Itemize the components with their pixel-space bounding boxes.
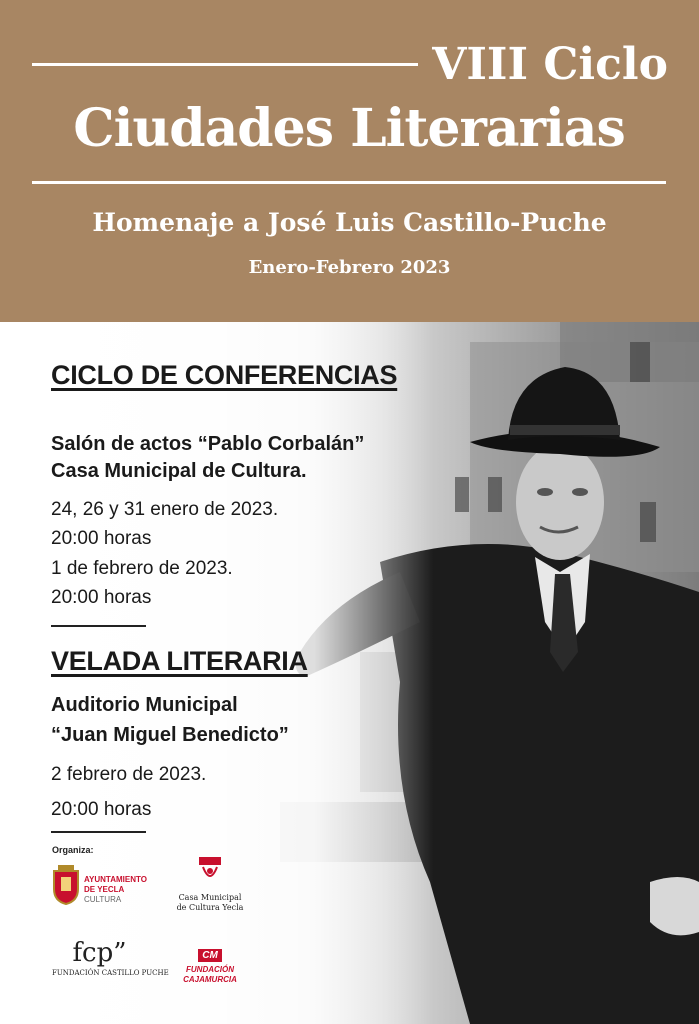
poster-dates: Enero-Febrero 2023 [248, 257, 451, 278]
cajamurcia-line1: FUNDACIÓN [186, 965, 234, 974]
conferencias-venue-line2: Casa Municipal de Cultura. [51, 460, 307, 482]
casa-cultura-icon [197, 855, 223, 887]
fcp-name: FUNDACIÓN CASTILLO PUCHE [52, 969, 169, 977]
casa-cultura-logo [175, 855, 245, 913]
header-rule-bottom [32, 181, 666, 184]
cajamurcia-mark: CM [198, 949, 222, 962]
fundacion-cajamurcia-logo [175, 945, 245, 985]
section-divider [51, 625, 146, 627]
conferencias-heading: CICLO DE CONFERENCIAS [51, 360, 398, 390]
conferencias-time2: 20:00 horas [51, 587, 152, 608]
ayuntamiento-line3: CULTURA [84, 895, 122, 904]
header-band [0, 0, 699, 322]
poster-title: Ciudades Literarias [73, 98, 625, 159]
cajamurcia-line2: CAJAMURCIA [183, 975, 237, 984]
conferencias-date2: 1 de febrero de 2023. [51, 558, 233, 579]
conferencias-time1: 20:00 horas [51, 528, 152, 549]
ayuntamiento-line2: DE YECLA [84, 885, 125, 894]
organiza-label: Organiza: [52, 845, 94, 855]
fundacion-castillo-puche-logo [52, 938, 169, 978]
section-divider [51, 831, 146, 833]
conferencias-date1: 24, 26 y 31 enero de 2023. [51, 499, 279, 520]
ayuntamiento-line1: AYUNTAMIENTO [84, 875, 147, 884]
conferencias-venue-line1: Salón de actos “Pablo Corbalán” [51, 433, 365, 455]
casa-cultura-line1: Casa Municipal [178, 893, 242, 902]
fcp-mark: fcp” [72, 938, 127, 968]
velada-heading: VELADA LITERARIA [51, 646, 308, 676]
poster-subtitle: Homenaje a José Luis Castillo-Puche [92, 208, 607, 237]
velada-time: 20:00 horas [51, 799, 152, 820]
cycle-number: VIII Ciclo [432, 39, 668, 90]
shield-icon [52, 865, 80, 905]
velada-venue-line2: “Juan Miguel Benedicto” [51, 724, 289, 746]
velada-venue-line1: Auditorio Municipal [51, 694, 238, 716]
velada-date: 2 febrero de 2023. [51, 764, 207, 785]
header-rule-top [32, 63, 418, 66]
casa-cultura-line2: de Cultura Yecla [176, 903, 244, 912]
